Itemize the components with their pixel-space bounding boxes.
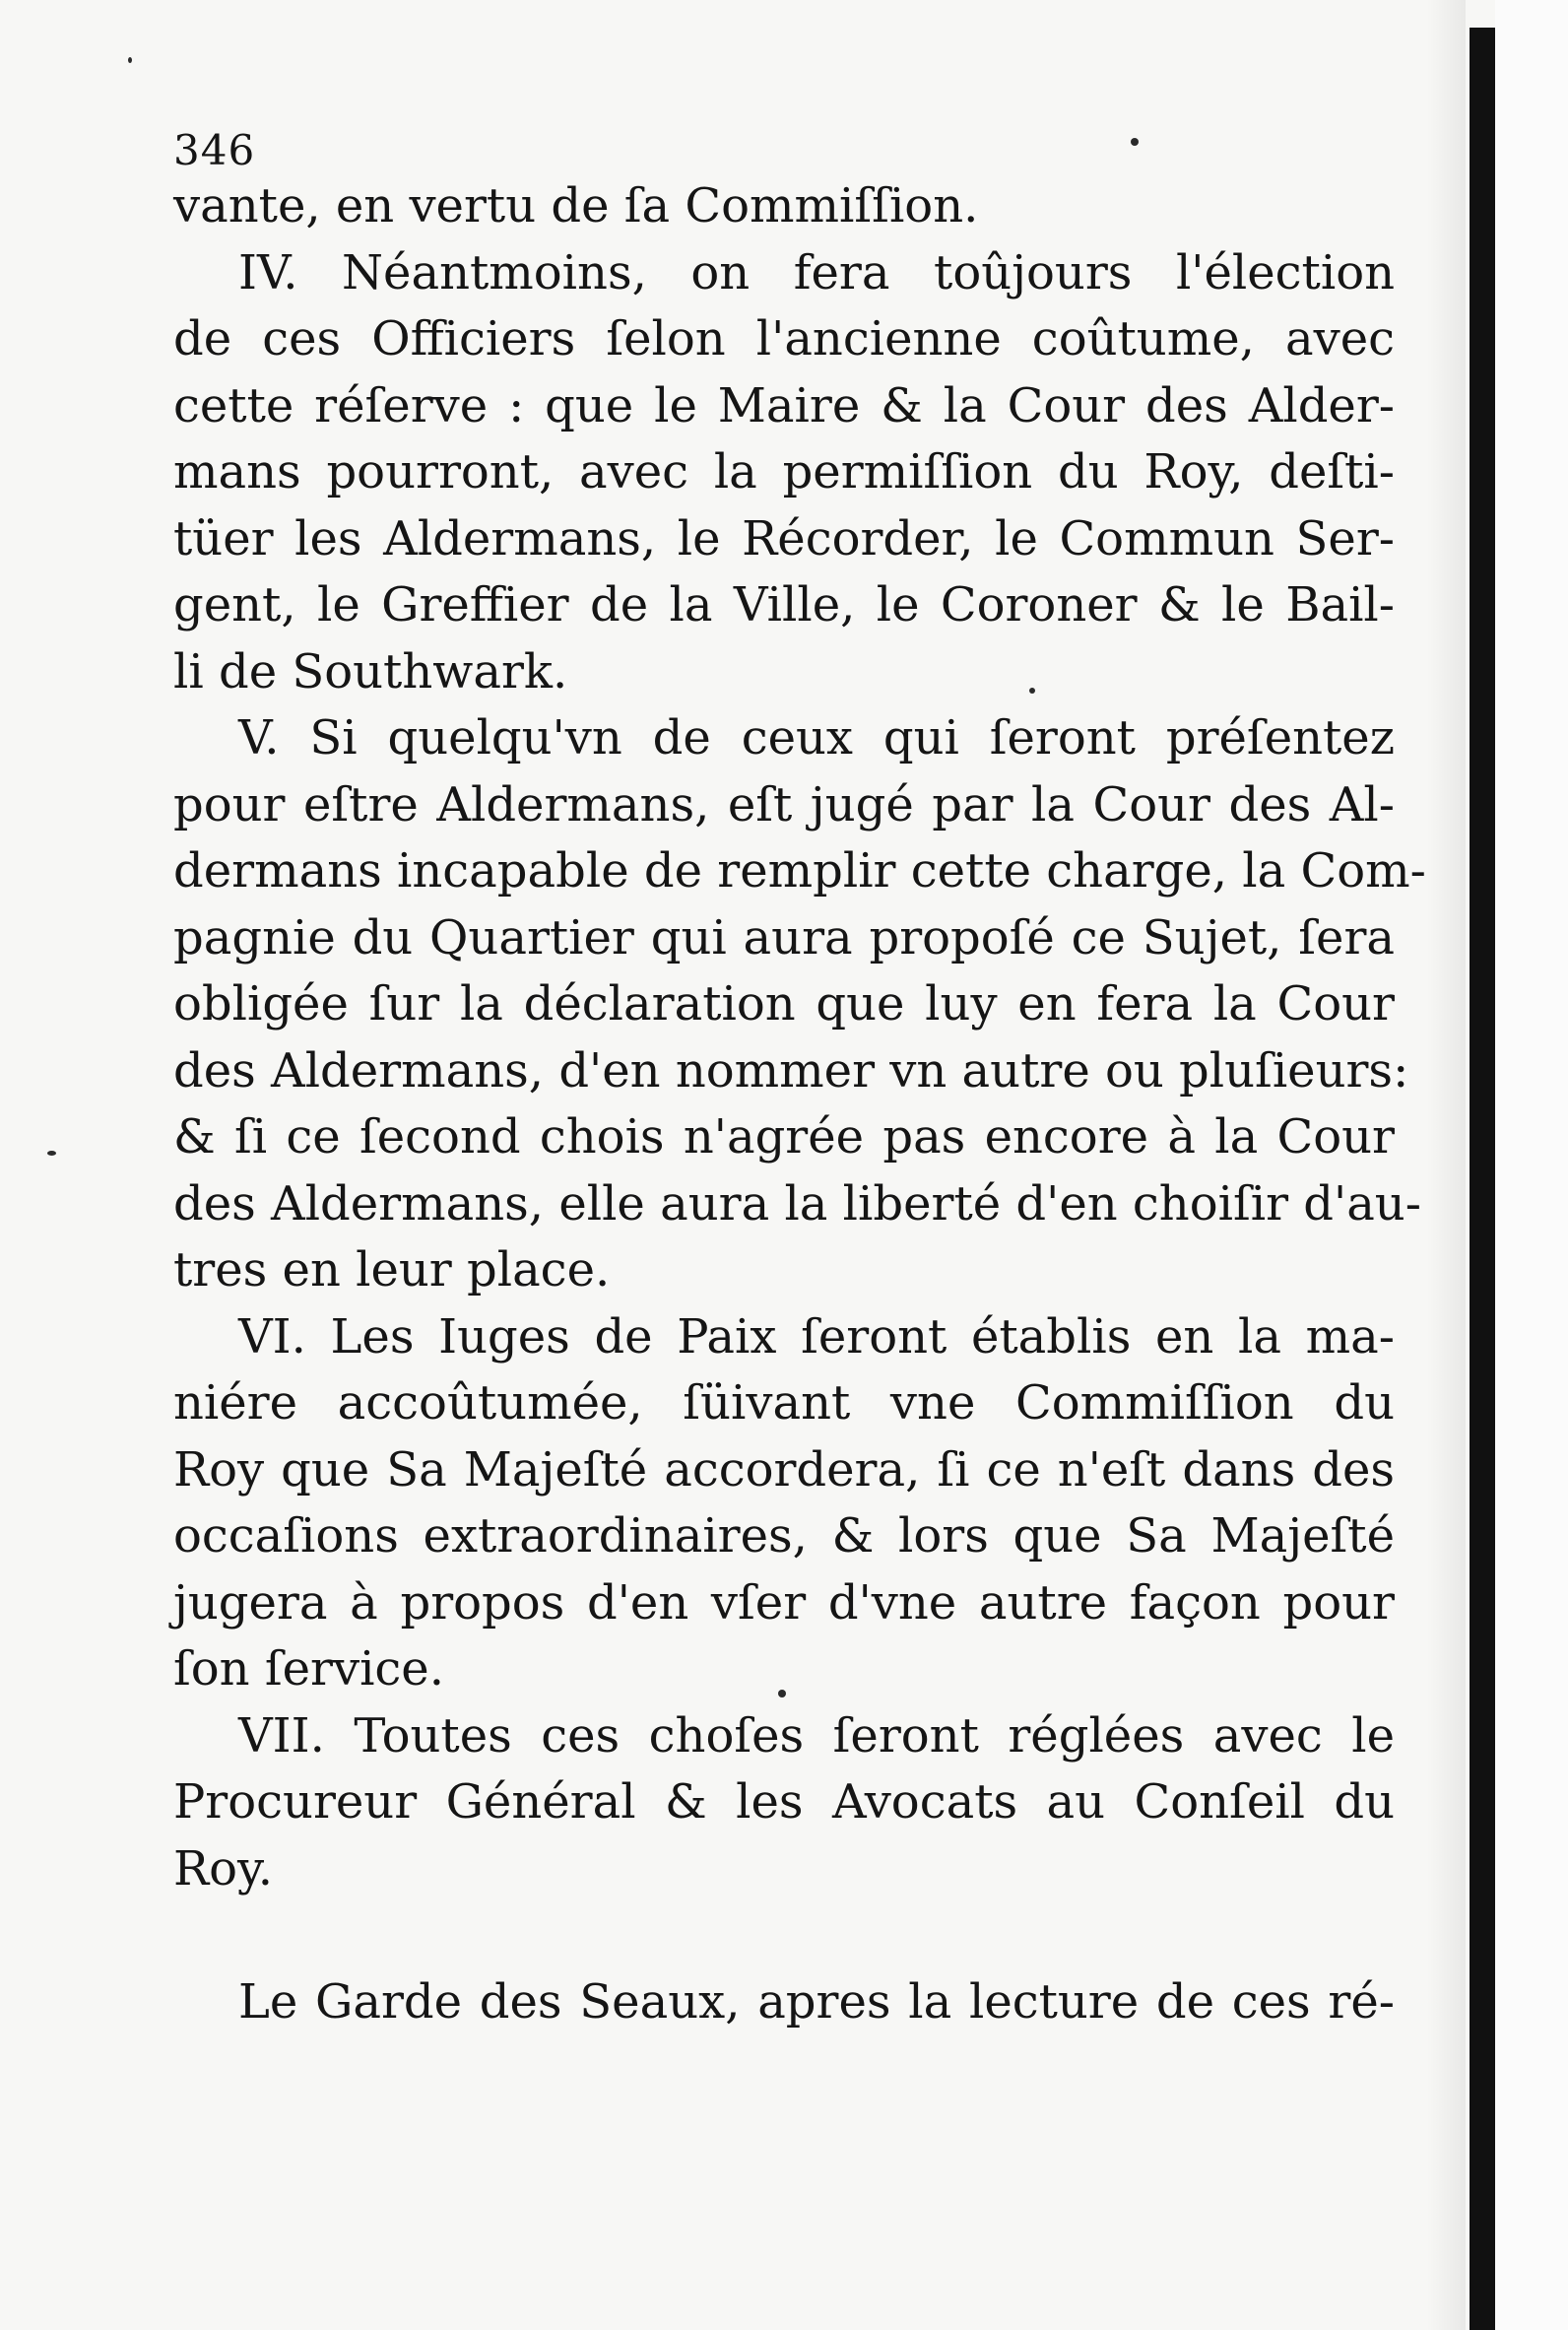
text-line: Le Garde des Seaux, apres la lecture de ces ré- [238, 1974, 1395, 2030]
text-line: vante, en vertu de ſa Commiſſion. [173, 178, 979, 233]
text-line: VII. Toutes ces choſes ſeront réglées avec le [238, 1707, 1395, 1764]
paragraph-gap [173, 1902, 1395, 1969]
text-line: Roy que Sa Majeſté accordera, ſi ce n'eſt dans des [173, 1441, 1395, 1498]
text-line: pagnie du Quartier qui aura propoſé ce Sujet, ſera [173, 909, 1395, 965]
text-line: gent, le Greffier de la Ville, le Coroner & le Bail- [173, 577, 1395, 632]
text-line: mans pourront, avec la permiſſion du Roy, deſti- [173, 444, 1395, 499]
text-line: Procureur Général & les Avocats au Conſeil du [173, 1774, 1395, 1830]
ink-speck [47, 1151, 56, 1156]
text-line: occaſions extraordinaires, & lors que Sa Majeſté [173, 1508, 1395, 1564]
text-line: & ſi ce ſecond chois n'agrée pas encore à la Cour [173, 1109, 1395, 1165]
text-line: tres en leur place. [173, 1242, 611, 1298]
binding-edge [1470, 28, 1495, 2330]
text-line: obligée ſur la déclaration que luy en fera la Cour [173, 976, 1395, 1032]
ink-speck [128, 57, 132, 63]
text-line: des Aldermans, elle aura la liberté d'en choiſir d'au- [173, 1175, 1421, 1232]
right-margin [1495, 0, 1568, 2330]
text-line: cette réſerve : que le Maire & la Cour des Alder- [173, 377, 1395, 433]
page-edge-shadow [1426, 0, 1466, 2330]
text-line: li de Southwark. [173, 643, 568, 699]
text-line: VI. Les Iuges de Paix ſeront établis en la ma- [238, 1308, 1395, 1365]
text-line: de ces Officiers ſelon l'ancienne coûtume, avec [173, 311, 1395, 366]
text-line: pour eſtre Aldermans, eſt jugé par la Cour des Al- [173, 776, 1395, 832]
text-line: tüer les Aldermans, le Récorder, le Commun Ser- [173, 510, 1395, 566]
page-number: 346 [173, 126, 256, 174]
ink-speck [1131, 138, 1139, 146]
text-line: jugera à propos d'en vſer d'vne autre façon pour [173, 1574, 1395, 1631]
text-line: dermans incapable de remplir cette charge, la Com- [173, 843, 1426, 899]
text-line: niére accoûtumée, ſüivant vne Commiſſion du [173, 1375, 1395, 1431]
text-line: Roy. [173, 1840, 274, 1897]
text-line: V. Si quelqu'vn de ceux qui ſeront préſentez [238, 710, 1395, 766]
text-line: IV. Néantmoins, on fera toûjours l'élection [238, 244, 1395, 300]
text-line: des Aldermans, d'en nommer vn autre ou pluſieurs: [173, 1042, 1409, 1098]
text-line: ſon ſervice. [173, 1641, 444, 1697]
body-text [173, 173, 1426, 2036]
